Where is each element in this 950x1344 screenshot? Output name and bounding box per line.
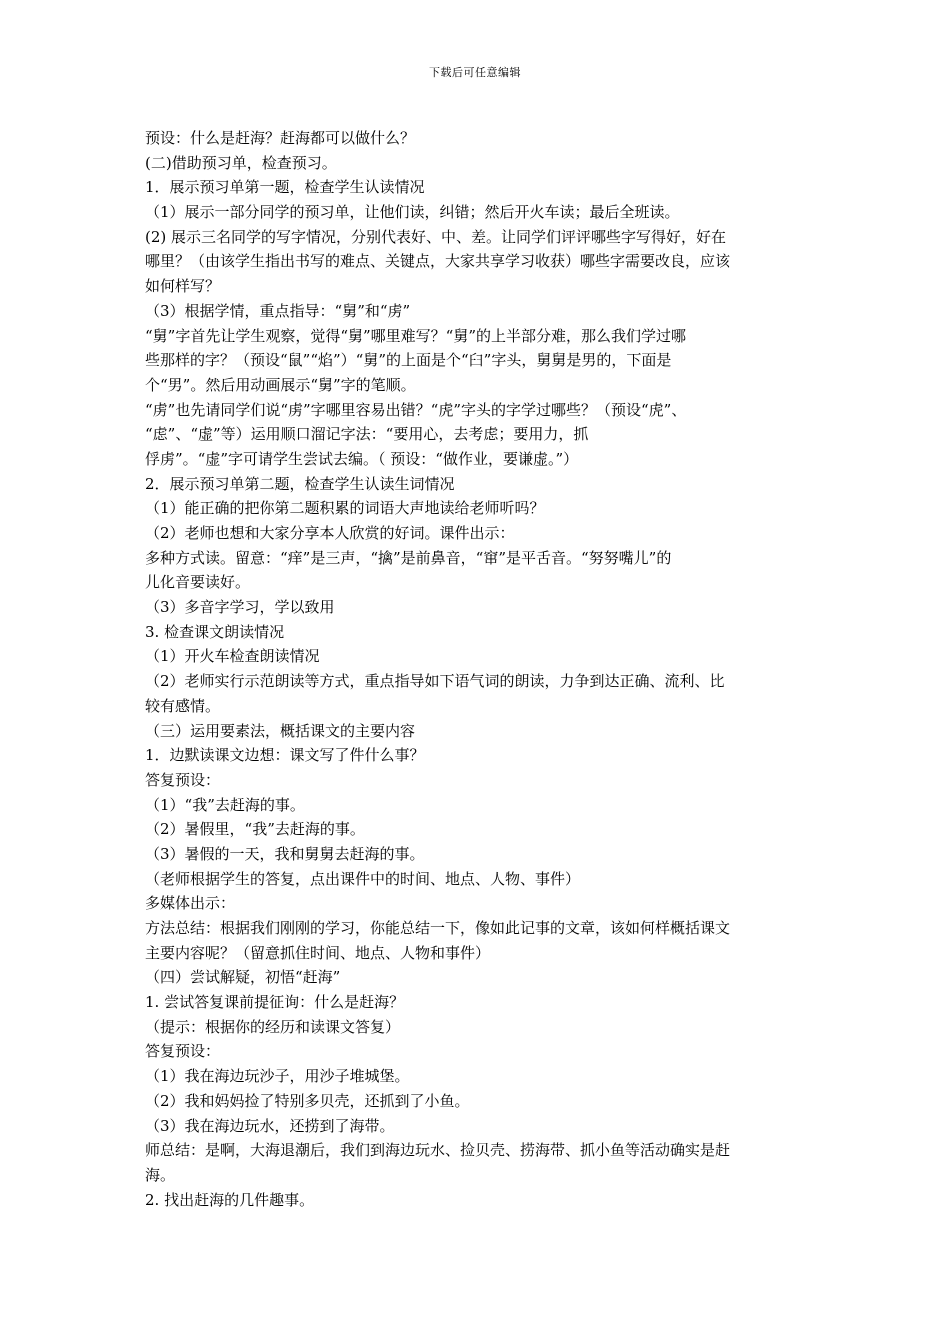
text-line: （三）运用要素法，概括课文的主要内容 <box>145 721 416 740</box>
text-line: 答复预设： <box>145 770 221 789</box>
text-line: 儿化音要读好。 <box>145 573 251 592</box>
text-line: （1）“我”去赶海的事。 <box>145 795 305 814</box>
text-line: 个“男”。然后用动画展示“舅”字的笔顺。 <box>145 375 416 394</box>
text-line: 方法总结：根据我们刚刚的学习，你能总结一下，像如此记事的文章，该如何样概括课文 <box>145 919 731 937</box>
text-line: (二)借助预习单，检查预习。 <box>145 153 337 172</box>
document-body <box>145 126 810 1212</box>
text-line: 答复预设： <box>145 1042 221 1061</box>
text-line: （2）我和妈妈捡了特别多贝壳，还抓到了小鱼。 <box>145 1091 470 1110</box>
text-line: 师总结：是啊，大海退潮后，我们到海边玩水、捡贝壳、捞海带、抓小鱼等活动确实是赶 <box>145 1141 731 1160</box>
page-header: 下载后可任意编辑 <box>429 66 521 79</box>
text-line: （3）根据学情，重点指导：“舅”和“虏” <box>145 301 411 320</box>
text-line: 2．展示预习单第二题，检查学生认读生词情况 <box>145 474 455 493</box>
text-line: “舅”字首先让学生观察，觉得“舅”哪里难写？“舅”的上半部分难，那么我们学过哪 <box>145 326 687 345</box>
text-line: （2）暑假里，“我”去赶海的事。 <box>145 820 365 839</box>
text-line: （1）我在海边玩沙子，用沙子堆城堡。 <box>145 1067 410 1086</box>
text-line: （四）尝试解疑，初悟“赶海” <box>145 968 341 987</box>
text-line: 1．边默读课文边想：课文写了件什么事？ <box>145 746 425 765</box>
text-line: 1. 尝试答复课前提征询：什么是赶海？ <box>145 993 405 1012</box>
text-line: （3）多音字学习，学以致用 <box>145 598 335 617</box>
text-line: （1）展示一部分同学的预习单，让他们读，纠错；然后开火车读；最后全班读。 <box>145 203 680 222</box>
text-line: （提示：根据你的经历和读课文答复） <box>145 1017 401 1036</box>
text-line: “虏”也先请同学们说“虏”字哪里容易出错？“虎”字头的字学过哪些？（预设“虎”、 <box>145 400 687 419</box>
text-line: (2) 展示三名同学的写字情况，分别代表好、中、差。让同学们评评哪些字写得好，好在 <box>145 227 727 246</box>
text-line: 俘虏”。“虚”字可请学生尝试去编。（ 预设：“做作业，要谦虚。”） <box>145 449 579 468</box>
text-line: 些那样的字？（预设“鼠”“焰”）“舅”的上面是个“臼”字头，舅舅是男的，下面是 <box>145 351 672 370</box>
text-line: 海。 <box>145 1165 176 1184</box>
text-line: 2. 找出赶海的几件趣事。 <box>145 1190 315 1209</box>
text-line: 主要内容呢？（留意抓住时间、地点、人物和事件） <box>145 943 491 962</box>
text-line: 较有感情。 <box>145 696 221 715</box>
text-line: （2）老师实行示范朗读等方式，重点指导如下语气词的朗读，力争到达正确、流利、比 <box>145 672 725 691</box>
text-line: 如何样写？ <box>145 277 221 296</box>
text-line: 多媒体出示： <box>145 894 236 913</box>
text-line: 1．展示预习单第一题，检查学生认读情况 <box>145 178 425 197</box>
text-line: 3. 检查课文朗读情况 <box>145 622 285 641</box>
text-line: （3）我在海边玩水，还捞到了海带。 <box>145 1116 395 1135</box>
text-line: （1）能正确的把你第二题积累的词语大声地读给老师听吗？ <box>145 499 545 518</box>
text-line: 预设：什么是赶海？赶海都可以做什么？ <box>145 129 416 147</box>
text-line: （3）暑假的一天，我和舅舅去赶海的事。 <box>145 844 425 863</box>
text-line: （老师根据学生的答复，点出课件中的时间、地点、人物、事件） <box>145 869 581 888</box>
text-line: 多种方式读。留意：“痒”是三声，“擒”是前鼻音，“窜”是平舌音。“努努嘴儿”的 <box>145 548 672 567</box>
text-line: 哪里？（由该学生指出书写的难点、关键点，大家共享学习收获）哪些字需要改良，应该 <box>145 252 731 271</box>
text-line: “虑”、“虚”等）运用顺口溜记字法：“要用心，去考虑；要用力，抓 <box>145 425 589 444</box>
text-line: （2）老师也想和大家分享本人欣赏的好词。课件出示： <box>145 524 515 542</box>
text-line: （1）开火车检查朗读情况 <box>145 647 320 666</box>
